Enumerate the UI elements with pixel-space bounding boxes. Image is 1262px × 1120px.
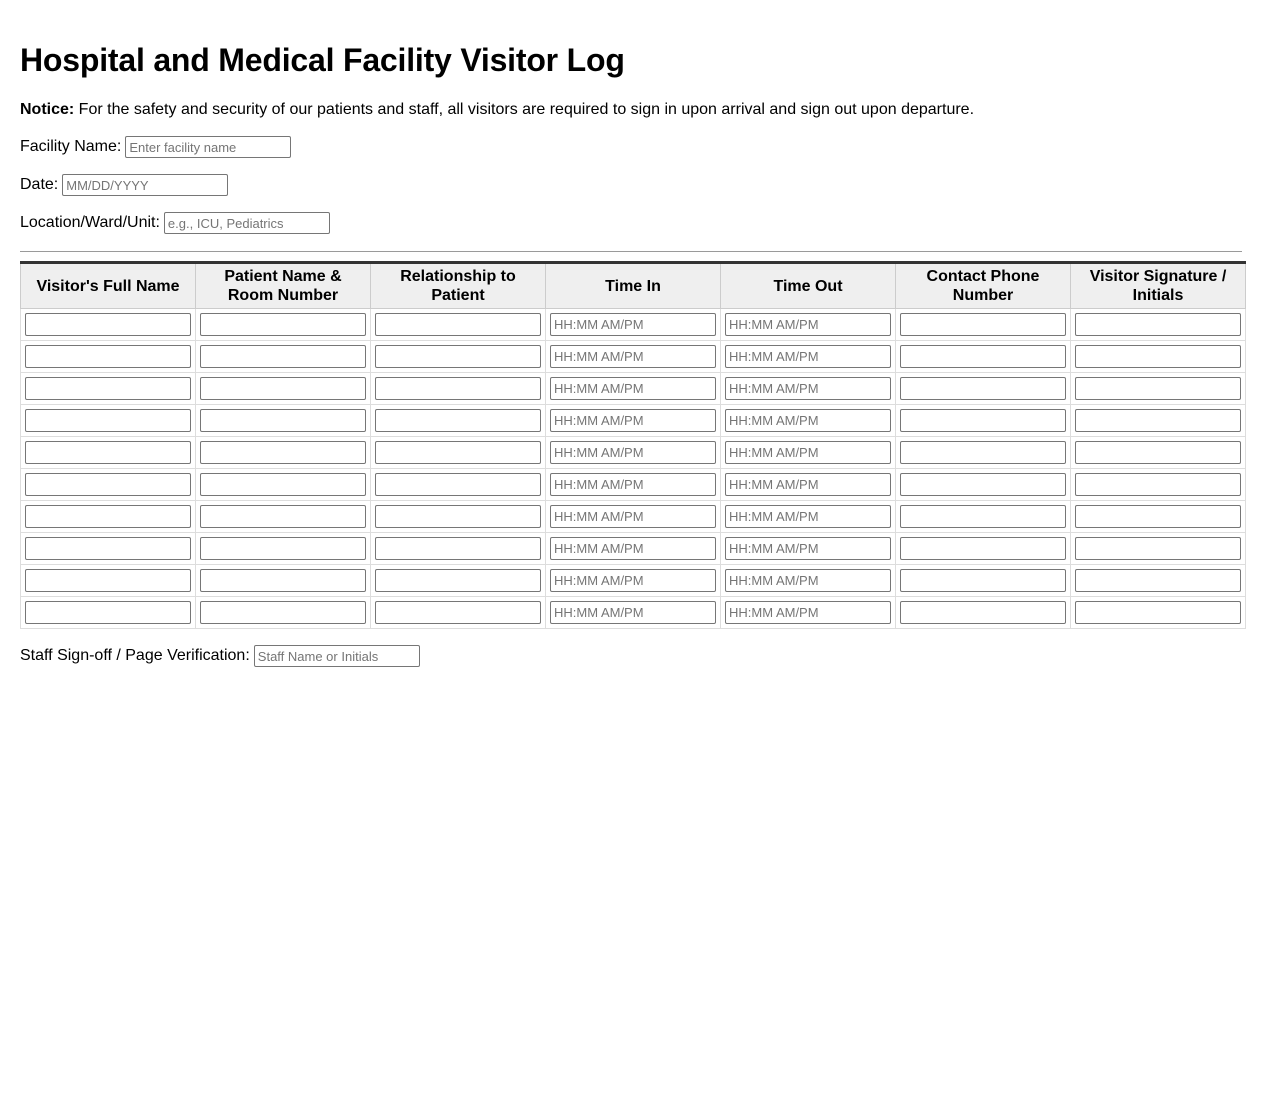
time-out-input[interactable] xyxy=(725,377,891,400)
facility-name-input[interactable] xyxy=(125,136,291,158)
time-in-input[interactable] xyxy=(550,345,716,368)
table-cell xyxy=(1071,597,1246,629)
table-cell xyxy=(896,373,1071,405)
phone-input[interactable] xyxy=(900,409,1066,432)
signature-input[interactable] xyxy=(1075,537,1241,560)
time-in-input[interactable] xyxy=(550,473,716,496)
table-cell xyxy=(371,437,546,469)
time-in-input[interactable] xyxy=(550,441,716,464)
phone-input[interactable] xyxy=(900,345,1066,368)
signature-input[interactable] xyxy=(1075,409,1241,432)
visitor-name-input[interactable] xyxy=(25,537,191,560)
table-cell xyxy=(1071,437,1246,469)
table-cell xyxy=(721,597,896,629)
visitor-log-table xyxy=(20,261,1246,629)
relationship-input[interactable] xyxy=(375,505,541,528)
visitor-name-input[interactable] xyxy=(25,313,191,336)
table-cell xyxy=(721,309,896,341)
table-cell xyxy=(1071,341,1246,373)
table-cell xyxy=(21,469,196,501)
relationship-input[interactable] xyxy=(375,345,541,368)
time-out-input[interactable] xyxy=(725,537,891,560)
table-row xyxy=(21,469,1246,501)
table-cell xyxy=(1071,373,1246,405)
phone-input[interactable] xyxy=(900,377,1066,400)
table-row xyxy=(21,533,1246,565)
table-cell xyxy=(546,309,721,341)
table-row xyxy=(21,501,1246,533)
table-cell xyxy=(896,405,1071,437)
table-cell xyxy=(546,469,721,501)
table-cell xyxy=(546,565,721,597)
patient-room-input[interactable] xyxy=(200,313,366,336)
table-row xyxy=(21,309,1246,341)
table-cell xyxy=(371,565,546,597)
table-cell xyxy=(1071,501,1246,533)
column-header-time-out: Time Out xyxy=(721,263,896,309)
time-out-input[interactable] xyxy=(725,505,891,528)
table-cell xyxy=(546,373,721,405)
table-cell xyxy=(896,437,1071,469)
patient-room-input[interactable] xyxy=(200,473,366,496)
time-out-input[interactable] xyxy=(725,409,891,432)
signature-input[interactable] xyxy=(1075,601,1241,624)
staff-signoff-row xyxy=(20,645,1242,667)
location-label: Location/Ward/Unit: xyxy=(20,214,160,231)
staff-signoff-label: Staff Sign-off / Page Verification: xyxy=(20,647,250,664)
time-in-input[interactable] xyxy=(550,313,716,336)
table-cell xyxy=(1071,533,1246,565)
table-cell xyxy=(196,437,371,469)
signature-input[interactable] xyxy=(1075,345,1241,368)
visitor-name-input[interactable] xyxy=(25,569,191,592)
column-header-relationship: Relationship to Patient xyxy=(371,263,546,309)
table-cell xyxy=(196,501,371,533)
table-header-row xyxy=(21,263,1246,309)
table-cell xyxy=(896,597,1071,629)
relationship-input[interactable] xyxy=(375,601,541,624)
patient-room-input[interactable] xyxy=(200,409,366,432)
table-cell xyxy=(21,597,196,629)
time-out-input[interactable] xyxy=(725,601,891,624)
table-cell xyxy=(1071,565,1246,597)
table-row xyxy=(21,405,1246,437)
time-out-input[interactable] xyxy=(725,473,891,496)
patient-room-input[interactable] xyxy=(200,569,366,592)
table-cell xyxy=(21,405,196,437)
notice-label: Notice: xyxy=(20,101,75,118)
table-cell xyxy=(546,405,721,437)
patient-room-input[interactable] xyxy=(200,505,366,528)
table-cell xyxy=(21,533,196,565)
visitor-name-input[interactable] xyxy=(25,345,191,368)
relationship-input[interactable] xyxy=(375,569,541,592)
table-cell xyxy=(371,469,546,501)
patient-room-input[interactable] xyxy=(200,377,366,400)
time-in-input[interactable] xyxy=(550,505,716,528)
column-header-patient-room: Patient Name & Room Number xyxy=(196,263,371,309)
patient-room-input[interactable] xyxy=(200,601,366,624)
phone-input[interactable] xyxy=(900,569,1066,592)
time-in-input[interactable] xyxy=(550,537,716,560)
location-row xyxy=(20,212,1242,234)
visitor-name-input[interactable] xyxy=(25,473,191,496)
date-label: Date: xyxy=(20,176,59,193)
facility-name-label: Facility Name: xyxy=(20,138,122,155)
phone-input[interactable] xyxy=(900,601,1066,624)
table-cell xyxy=(896,469,1071,501)
signature-input[interactable] xyxy=(1075,377,1241,400)
table-cell xyxy=(21,565,196,597)
table-cell xyxy=(1071,405,1246,437)
table-cell xyxy=(896,533,1071,565)
time-out-input[interactable] xyxy=(725,441,891,464)
patient-room-input[interactable] xyxy=(200,441,366,464)
section-divider xyxy=(20,251,1242,252)
table-cell xyxy=(21,341,196,373)
notice-paragraph xyxy=(20,100,1242,120)
time-out-input[interactable] xyxy=(725,345,891,368)
phone-input[interactable] xyxy=(900,313,1066,336)
table-cell xyxy=(196,597,371,629)
relationship-input[interactable] xyxy=(375,473,541,496)
table-cell xyxy=(196,405,371,437)
patient-room-input[interactable] xyxy=(200,537,366,560)
signature-input[interactable] xyxy=(1075,473,1241,496)
table-cell xyxy=(546,437,721,469)
location-input[interactable] xyxy=(164,212,330,234)
column-header-phone: Contact Phone Number xyxy=(896,263,1071,309)
visitor-name-input[interactable] xyxy=(25,505,191,528)
table-cell xyxy=(196,469,371,501)
visitor-name-input[interactable] xyxy=(25,441,191,464)
table-cell xyxy=(196,309,371,341)
table-cell xyxy=(21,309,196,341)
phone-input[interactable] xyxy=(900,505,1066,528)
table-body xyxy=(21,309,1246,629)
table-cell xyxy=(371,405,546,437)
relationship-input[interactable] xyxy=(375,409,541,432)
table-cell xyxy=(721,405,896,437)
column-header-signature: Visitor Signature / Initials xyxy=(1071,263,1246,309)
signature-input[interactable] xyxy=(1075,505,1241,528)
table-cell xyxy=(896,309,1071,341)
table-cell xyxy=(721,469,896,501)
facility-name-row xyxy=(20,136,1242,158)
table-cell xyxy=(21,501,196,533)
table-cell xyxy=(196,373,371,405)
table-cell xyxy=(546,597,721,629)
table-cell xyxy=(1071,469,1246,501)
table-cell xyxy=(371,309,546,341)
time-out-input[interactable] xyxy=(725,313,891,336)
time-in-input[interactable] xyxy=(550,377,716,400)
table-cell xyxy=(21,373,196,405)
time-out-input[interactable] xyxy=(725,569,891,592)
time-in-input[interactable] xyxy=(550,409,716,432)
patient-room-input[interactable] xyxy=(200,345,366,368)
table-cell xyxy=(1071,309,1246,341)
notice-text: For the safety and security of our patients and staff, all visitors are required to sign in upon arrival and sign out upon departure. xyxy=(74,101,975,118)
column-header-time-in: Time In xyxy=(546,263,721,309)
table-cell xyxy=(21,437,196,469)
table-cell xyxy=(896,565,1071,597)
visitor-name-input[interactable] xyxy=(25,601,191,624)
relationship-input[interactable] xyxy=(375,377,541,400)
table-cell xyxy=(546,341,721,373)
table-cell xyxy=(721,501,896,533)
time-in-input[interactable] xyxy=(550,601,716,624)
visitor-name-input[interactable] xyxy=(25,409,191,432)
phone-input[interactable] xyxy=(900,537,1066,560)
phone-input[interactable] xyxy=(900,441,1066,464)
table-cell xyxy=(371,597,546,629)
phone-input[interactable] xyxy=(900,473,1066,496)
relationship-input[interactable] xyxy=(375,313,541,336)
table-cell xyxy=(371,501,546,533)
table-cell xyxy=(371,373,546,405)
table-cell xyxy=(721,373,896,405)
table-cell xyxy=(196,341,371,373)
table-cell xyxy=(896,341,1071,373)
table-row xyxy=(21,437,1246,469)
table-row xyxy=(21,341,1246,373)
visitor-name-input[interactable] xyxy=(25,377,191,400)
time-in-input[interactable] xyxy=(550,569,716,592)
table-cell xyxy=(721,437,896,469)
table-cell xyxy=(546,533,721,565)
staff-signoff-input[interactable] xyxy=(254,645,420,667)
date-row xyxy=(20,174,1242,196)
table-cell xyxy=(196,533,371,565)
table-row xyxy=(21,597,1246,629)
table-cell xyxy=(896,501,1071,533)
table-cell xyxy=(371,341,546,373)
relationship-input[interactable] xyxy=(375,441,541,464)
table-cell xyxy=(196,565,371,597)
table-row xyxy=(21,565,1246,597)
table-cell xyxy=(721,565,896,597)
signature-input[interactable] xyxy=(1075,569,1241,592)
relationship-input[interactable] xyxy=(375,537,541,560)
table-cell xyxy=(721,533,896,565)
signature-input[interactable] xyxy=(1075,441,1241,464)
table-cell xyxy=(546,501,721,533)
page-title: Hospital and Medical Facility Visitor Log xyxy=(20,42,625,78)
signature-input[interactable] xyxy=(1075,313,1241,336)
table-cell xyxy=(371,533,546,565)
table-row xyxy=(21,373,1246,405)
column-header-visitor-name: Visitor's Full Name xyxy=(21,263,196,309)
date-input[interactable] xyxy=(62,174,228,196)
table-cell xyxy=(721,341,896,373)
